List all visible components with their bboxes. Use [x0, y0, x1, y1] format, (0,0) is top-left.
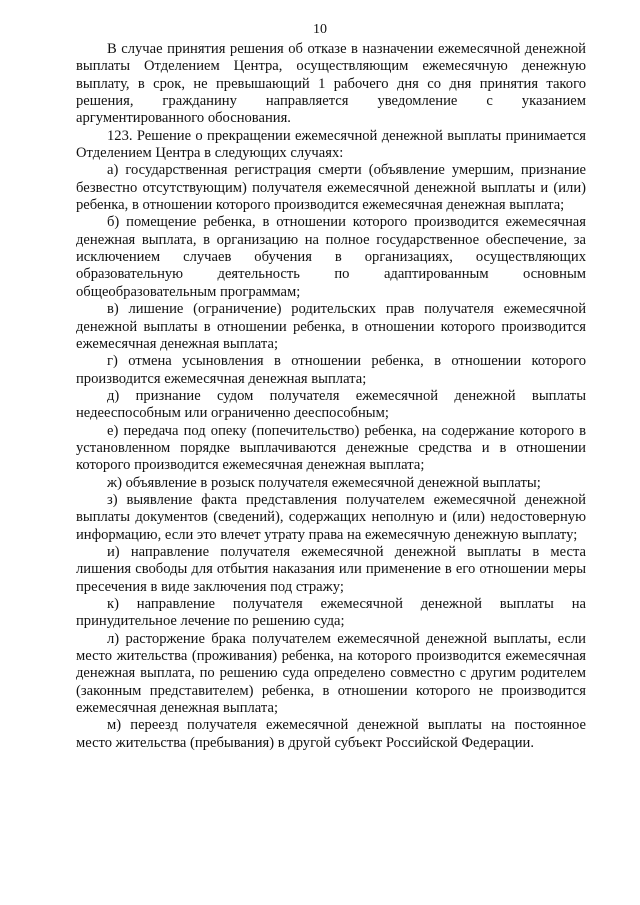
document-body — [76, 41, 586, 752]
paragraph-123-termination: 123. Решение о прекращении ежемесячной денежной выплаты принимается Отделением Центра в следующих случаях: — [76, 127, 586, 162]
list-item-v: в) лишение (ограничение) родительских прав получателя ежемесячной денежной выплаты в отношении ребенка, в отношении которого производится ежемесячная денежная выплата; — [76, 301, 586, 352]
list-item-b: б) помещение ребенка, в отношении которого производится ежемесячная денежная выплата, в организацию на полное государственное обеспечение, за исключением случаев обучения в организациях, осуществляющих образовательную деятельность по адаптированным основным общеобразовательным программам; — [76, 214, 586, 300]
paragraph-refusal-notice: В случае принятия решения об отказе в назначении ежемесячной денежной выплаты Отделением Центра, осуществляющим ежемесячную денежную выплату, в срок, не превышающий 1 рабочего дня со дня принятия такого решения, гражданину направляется уведомление с указанием аргументированного обоснования. — [76, 41, 586, 127]
list-item-zh: ж) объявление в розыск получателя ежемесячной денежной выплаты; — [107, 474, 541, 491]
page-number: 10 — [313, 22, 327, 37]
list-item-z: з) выявление факта представления получателем ежемесячной денежной выплаты документов (сведений), содержащих неполную и (или) недостоверную информацию, если это влечет утрату права на ежемесячную денежную выплату; — [76, 491, 586, 543]
list-item-m: м) переезд получателя ежемесячной денежной выплаты на постоянное место жительства (пребывания) в другой субъект Российской Федерации. — [76, 717, 586, 751]
list-item-g: г) отмена усыновления в отношении ребенка, в отношении которого производится ежемесячная денежная выплата; — [76, 353, 586, 387]
list-item-k: к) направление получателя ежемесячной денежной выплаты на принудительное лечение по решению суда; — [76, 596, 586, 630]
list-item-e: е) передача под опеку (попечительство) ребенка, на содержание которого в установленном порядке выплачиваются денежные средства и в отношении которого производится ежемесячная денежная выплата; — [76, 422, 586, 474]
list-item-d: д) признание судом получателя ежемесячной денежной выплаты недееспособным или ограниченно дееспособным; — [76, 387, 586, 422]
list-item-a: а) государственная регистрация смерти (объявление умершим, признание безвестно отсутствующим) получателя ежемесячной денежной выплаты и (или) ребенка, в отношении которого производится ежемесячная денежная выплата; — [76, 162, 586, 214]
list-item-i: и) направление получателя ежемесячной денежной выплаты в места лишения свободы для отбытия наказания или применение в его отношении меры пресечения в виде заключения под стражу; — [76, 543, 586, 595]
list-item-l: л) расторжение брака получателем ежемесячной денежной выплаты, если место жительства (проживания) ребенка, на которого производится ежемесячная денежная выплата, по решению суда определено совместно с другим родителем (законным представителем) ребенка, в отношении которого не производится ежемесячная денежная выплата; — [76, 630, 586, 717]
